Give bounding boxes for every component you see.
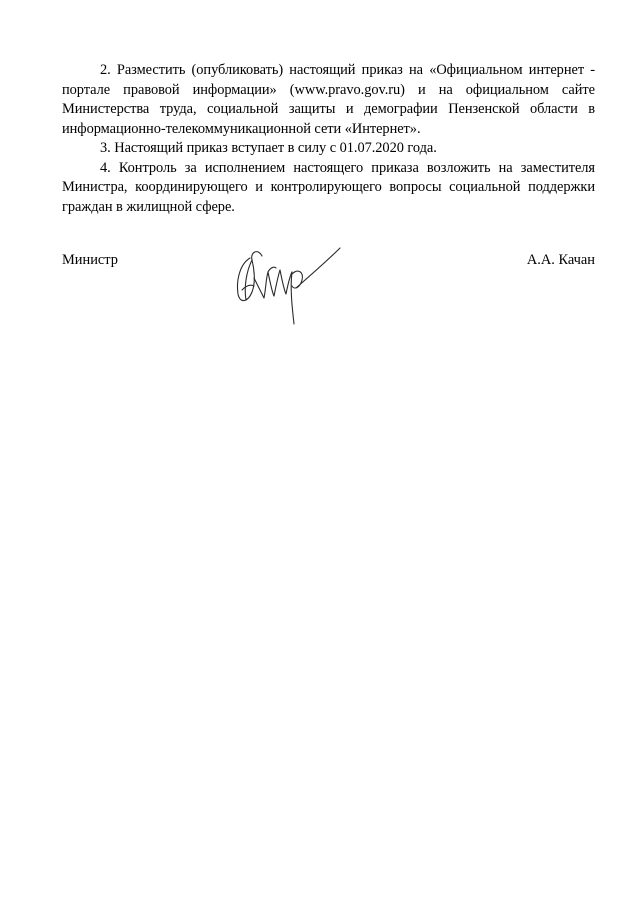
signatory-title: Министр — [62, 252, 118, 268]
handwritten-signature — [232, 228, 342, 328]
paragraph-effective-date: 3. Настоящий приказ вступает в силу с 01.07.2020 года. — [100, 140, 437, 156]
signatory-name: А.А. Качан — [526, 252, 595, 268]
paragraph-publication: 2. Разместить (опубликовать) настоящий приказ на «Официальном интернет - портале правовой информации» (www.pravo.gov.ru) и на официальном сайте Министерства труда, социальной защиты и демографии Пензенской области в информационно-телекоммуникационной сети «Интернет». — [62, 62, 595, 137]
paragraph-control: 4. Контроль за исполнением настоящего приказа возложить на заместителя Министра, координирующего и контролирующего вопросы социальной поддержки граждан в жилищной сфере. — [62, 159, 595, 215]
document-body — [62, 61, 595, 217]
